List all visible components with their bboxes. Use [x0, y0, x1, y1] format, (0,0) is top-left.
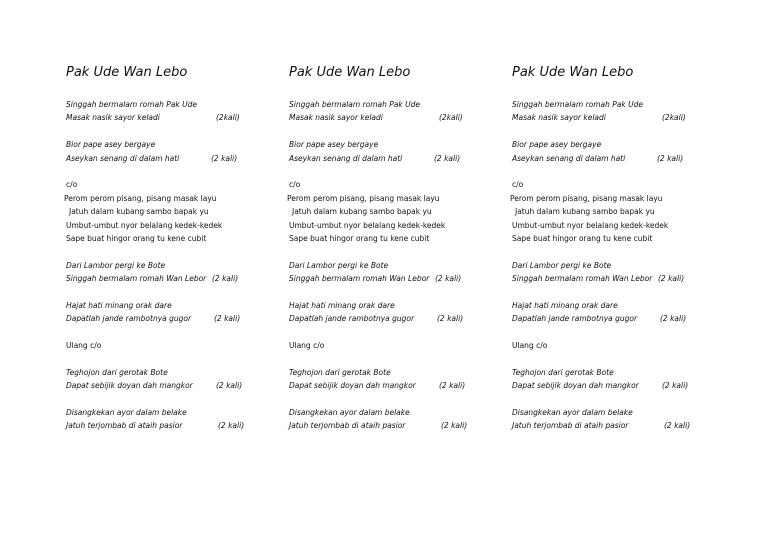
lyric-text: Dapat sebijik doyan dah mangkor: [512, 381, 639, 391]
stanza-gap: [289, 352, 489, 365]
lyric-line: [66, 152, 266, 165]
lyric-text: Sape buat hingor orang tu kene cubit: [512, 233, 653, 243]
lyrics-column: [289, 64, 489, 433]
lyric-text: Bior pape asey bergaye: [289, 140, 379, 150]
lyric-line: [289, 299, 489, 312]
stanza-gap: [512, 352, 712, 365]
lyric-text: Teghojon dari gerotak Bote: [289, 367, 391, 377]
lyric-line: [289, 406, 489, 419]
lyric-line: [289, 152, 489, 165]
lyric-text: Aseykan senang di dalam hati: [66, 153, 180, 163]
lyric-line: [512, 98, 712, 111]
lyric-text: Aseykan senang di dalam hati: [289, 153, 403, 163]
lyric-line: [512, 339, 712, 352]
repeat-note: (2 kali): [657, 153, 684, 163]
lyric-line: [66, 138, 266, 151]
lyric-line: [287, 192, 489, 205]
lyric-text: Umbut-umbut nyor belalang kedek-kedek: [66, 220, 223, 230]
lyric-line: [512, 366, 712, 379]
lyric-line: [66, 178, 266, 191]
lyric-text: Singgah bermalam romah Pak Ude: [289, 100, 421, 109]
lyric-line: [66, 219, 266, 232]
lyric-line: [512, 152, 712, 165]
lyric-text: c/o: [512, 180, 524, 190]
lyric-line: [289, 98, 489, 111]
lyric-line: [289, 312, 489, 325]
lyric-text: Dari Lambor pergi ke Bote: [512, 260, 612, 270]
lyric-line: [289, 366, 489, 379]
lyric-text: Sape buat hingor orang tu kene cubit: [289, 233, 430, 243]
lyric-line: [66, 419, 266, 432]
repeat-note: (2 kali): [214, 314, 241, 324]
lyric-text: Jatuh dalam kubang sambo bapak yu: [515, 207, 655, 217]
stanza-gap: [66, 352, 266, 365]
stanza-gap: [512, 326, 712, 339]
lyric-text: Teghojon dari gerotak Bote: [512, 367, 614, 377]
lyric-text: Ulang c/o: [66, 341, 102, 351]
lyric-line: [64, 192, 266, 205]
lyric-text: Singgah bermalam romah Wan Lebor: [66, 274, 207, 284]
lyric-line: [289, 138, 489, 151]
lyric-text: Dari Lambor pergi ke Bote: [289, 260, 389, 270]
lyric-text: Masak nasik sayor keladi: [512, 113, 606, 123]
lyric-text: Dapatlah jande rambotnya gugor: [66, 314, 192, 324]
lyric-text: Jatuh dalam kubang sambo bapak yu: [292, 207, 432, 217]
song-title: Pak Ude Wan Lebo: [66, 65, 188, 80]
repeat-note: (2kali): [439, 113, 463, 123]
lyric-text: Aseykan senang di dalam hati: [512, 153, 626, 163]
lyric-line: [512, 406, 712, 419]
lyric-text: Singgah bermalam romah Pak Ude: [66, 100, 198, 109]
lyrics-column: [512, 64, 712, 433]
stanza-gap: [66, 326, 266, 339]
lyrics-lines: [289, 98, 489, 433]
lyric-line: [512, 299, 712, 312]
lyric-text: Dapat sebijik doyan dah mangkor: [289, 381, 416, 391]
stanza-gap: [66, 393, 266, 406]
lyric-line: [66, 259, 266, 272]
stanza-gap: [66, 245, 266, 258]
lyric-line: [289, 178, 489, 191]
lyric-text: Jatuh terjombab di ataih pasior: [66, 421, 183, 431]
stanza-gap: [512, 125, 712, 138]
lyric-line: [66, 366, 266, 379]
repeat-note: (2 kali): [437, 314, 464, 324]
lyric-line: [512, 232, 712, 245]
lyric-text: Umbut-umbut nyor belalang kedek-kedek: [512, 220, 669, 230]
lyric-line: [66, 111, 266, 124]
lyric-text: Dapatlah jande rambotnya gugor: [289, 314, 415, 324]
repeat-note: (2 kali): [435, 274, 462, 284]
lyric-line: [512, 379, 712, 392]
lyric-line: [289, 111, 489, 124]
lyric-text: Disangkekan ayor dalam belake: [66, 407, 187, 417]
lyric-text: Perom perom pisang, pisang masak layu: [64, 193, 217, 203]
lyric-text: Hajat hati minang orak dare: [512, 300, 618, 310]
stanza-gap: [512, 245, 712, 258]
lyric-line: [66, 406, 266, 419]
lyric-text: Dapatlah jande rambotnya gugor: [512, 314, 638, 324]
lyric-line: [66, 299, 266, 312]
lyric-line: [289, 232, 489, 245]
lyric-line: [66, 339, 266, 352]
stanza-gap: [512, 285, 712, 298]
stanza-gap: [512, 165, 712, 178]
lyric-text: Disangkekan ayor dalam belake: [512, 407, 633, 417]
repeat-note: (2 kali): [212, 274, 239, 284]
repeat-note: (2 kali): [664, 421, 691, 431]
lyric-text: Masak nasik sayor keladi: [289, 113, 383, 123]
stanza-gap: [289, 125, 489, 138]
lyric-line: [66, 272, 266, 285]
repeat-note: (2 kali): [660, 314, 687, 324]
lyric-text: Disangkekan ayor dalam belake: [289, 407, 410, 417]
lyric-text: Dari Lambor pergi ke Bote: [66, 260, 166, 270]
lyric-line: [512, 259, 712, 272]
lyric-line: [512, 419, 712, 432]
lyric-line: [66, 312, 266, 325]
lyric-text: Sape buat hingor orang tu kene cubit: [66, 233, 207, 243]
lyric-text: Singgah bermalam romah Wan Lebor: [512, 274, 653, 284]
repeat-note: (2 kali): [441, 421, 468, 431]
stanza-gap: [289, 165, 489, 178]
lyric-text: Perom perom pisang, pisang masak layu: [287, 193, 440, 203]
lyric-line: [66, 98, 266, 111]
lyric-line: [510, 192, 712, 205]
lyric-text: Perom perom pisang, pisang masak layu: [510, 193, 663, 203]
lyric-line: [69, 205, 266, 218]
repeat-note: (2 kali): [216, 381, 243, 391]
lyric-text: c/o: [289, 180, 301, 190]
lyric-text: Ulang c/o: [512, 341, 548, 351]
repeat-note: (2kali): [216, 113, 240, 123]
lyric-line: [66, 379, 266, 392]
stanza-gap: [512, 393, 712, 406]
lyric-text: Teghojon dari gerotak Bote: [66, 367, 168, 377]
lyric-text: Bior pape asey bergaye: [66, 140, 156, 150]
lyric-line: [292, 205, 489, 218]
repeat-note: (2 kali): [658, 274, 685, 284]
lyric-line: [289, 259, 489, 272]
lyric-line: [289, 219, 489, 232]
lyric-text: Jatuh dalam kubang sambo bapak yu: [69, 207, 209, 217]
stanza-gap: [289, 326, 489, 339]
lyric-line: [512, 111, 712, 124]
lyric-line: [289, 272, 489, 285]
repeat-note: (2kali): [662, 113, 686, 123]
lyric-text: Hajat hati minang orak dare: [66, 300, 172, 310]
lyric-line: [512, 312, 712, 325]
stanza-gap: [289, 285, 489, 298]
repeat-note: (2 kali): [434, 153, 461, 163]
song-title: Pak Ude Wan Lebo: [512, 65, 634, 80]
lyric-line: [289, 379, 489, 392]
repeat-note: (2 kali): [218, 421, 245, 431]
repeat-note: (2 kali): [439, 381, 466, 391]
lyric-text: Bior pape asey bergaye: [512, 140, 602, 150]
lyric-text: Umbut-umbut nyor belalang kedek-kedek: [289, 220, 446, 230]
lyric-line: [512, 138, 712, 151]
lyric-text: Jatuh terjombab di ataih pasior: [289, 421, 406, 431]
lyric-text: c/o: [66, 180, 78, 190]
lyric-line: [512, 219, 712, 232]
lyric-line: [66, 232, 266, 245]
lyric-line: [289, 419, 489, 432]
stanza-gap: [66, 285, 266, 298]
lyric-text: Singgah bermalam romah Wan Lebor: [289, 274, 430, 284]
lyrics-lines: [66, 98, 266, 433]
lyric-text: Singgah bermalam romah Pak Ude: [512, 100, 644, 109]
stanza-gap: [66, 165, 266, 178]
lyric-text: Masak nasik sayor keladi: [66, 113, 160, 123]
song-title: Pak Ude Wan Lebo: [289, 65, 411, 80]
lyric-text: Ulang c/o: [289, 341, 325, 351]
lyric-text: Dapat sebijik doyan dah mangkor: [66, 381, 193, 391]
repeat-note: (2 kali): [662, 381, 689, 391]
lyric-line: [289, 339, 489, 352]
stanza-gap: [66, 125, 266, 138]
repeat-note: (2 kali): [211, 153, 238, 163]
stanza-gap: [289, 245, 489, 258]
lyric-line: [512, 272, 712, 285]
stanza-gap: [289, 393, 489, 406]
lyrics-lines: [512, 98, 712, 433]
lyric-line: [512, 178, 712, 191]
lyric-text: Hajat hati minang orak dare: [289, 300, 395, 310]
lyric-text: Jatuh terjombab di ataih pasior: [512, 421, 629, 431]
lyrics-column: [66, 64, 266, 433]
lyric-line: [515, 205, 712, 218]
